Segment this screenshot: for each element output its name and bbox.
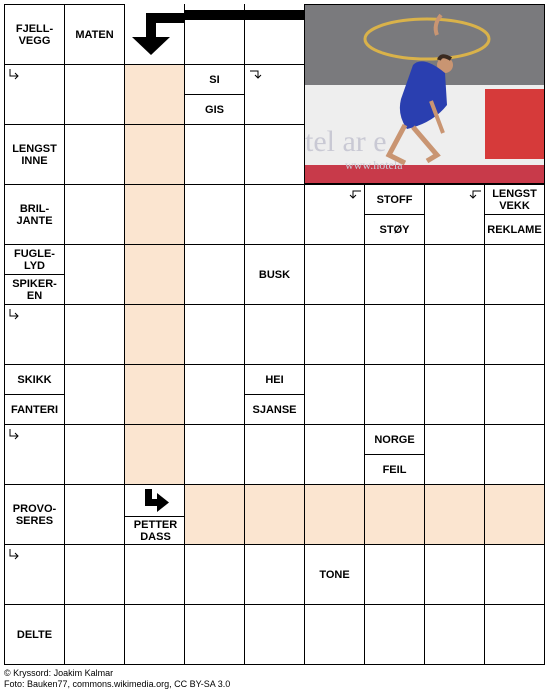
- clue-text: PETTER DASS: [133, 519, 178, 543]
- answer-cell[interactable]: [4, 544, 65, 605]
- answer-cell[interactable]: [64, 184, 125, 245]
- clue-sjanse: [244, 394, 305, 425]
- answer-cell[interactable]: [364, 364, 425, 425]
- clue-text: PROVO- SERES: [12, 502, 57, 527]
- answer-cell[interactable]: [424, 244, 485, 305]
- answer-cell[interactable]: [184, 604, 245, 665]
- clue-text: TONE: [319, 568, 350, 581]
- answer-cell[interactable]: [184, 304, 245, 365]
- answer-cell[interactable]: [484, 604, 545, 665]
- clue-text: STOFF: [376, 193, 413, 206]
- clue-fanteri: [4, 394, 65, 425]
- answer-cell[interactable]: [364, 244, 425, 305]
- clue-skikk: [4, 364, 65, 395]
- answer-cell[interactable]: [244, 184, 305, 245]
- gymnast-photo-image: [305, 5, 545, 184]
- arrow-right-hook-icon: [8, 68, 20, 80]
- answer-cell[interactable]: [304, 364, 365, 425]
- clue-text: SI: [209, 73, 220, 86]
- solution-cell[interactable]: [184, 484, 245, 545]
- arrow-down-hook-icon: [249, 68, 263, 80]
- solution-cell[interactable]: [124, 424, 185, 485]
- clue-text: LENGST INNE: [12, 142, 57, 167]
- answer-cell[interactable]: [4, 424, 65, 485]
- clue-text: FANTERI: [10, 403, 59, 416]
- clue-text: SPIKER- EN: [12, 277, 57, 302]
- solution-cell[interactable]: [244, 484, 305, 545]
- answer-cell[interactable]: [124, 604, 185, 665]
- solution-cell[interactable]: [124, 304, 185, 365]
- clue-busk: [244, 244, 305, 305]
- clue-text: FEIL: [382, 463, 407, 476]
- arrow-right-hook-icon: [8, 308, 20, 320]
- arrow-left-down-hook-icon: [348, 188, 362, 200]
- arrow-bar-icon: [185, 10, 245, 20]
- clue-feil: [364, 454, 425, 485]
- solution-cell[interactable]: [124, 364, 185, 425]
- answer-cell[interactable]: [304, 424, 365, 485]
- solution-cell[interactable]: [124, 124, 185, 185]
- answer-cell[interactable]: [64, 424, 125, 485]
- clue-text: LENGST VEKK: [492, 187, 537, 212]
- clue-lengst-inne: [4, 124, 65, 185]
- answer-cell[interactable]: [304, 304, 365, 365]
- answer-cell[interactable]: [244, 304, 305, 365]
- answer-cell[interactable]: [244, 424, 305, 485]
- answer-cell[interactable]: [304, 184, 365, 245]
- answer-cell[interactable]: [244, 124, 305, 185]
- clue-si: [184, 64, 245, 95]
- clue-text: BUSK: [258, 268, 291, 281]
- solution-cell[interactable]: [124, 244, 185, 305]
- answer-cell[interactable]: [424, 364, 485, 425]
- answer-cell[interactable]: [4, 64, 65, 125]
- arrow-left-down-hook-icon: [468, 188, 482, 200]
- arrow-cell: [124, 4, 185, 65]
- clue-stoff: [364, 184, 425, 215]
- clue-fjellvegg: [4, 4, 65, 65]
- solution-cell[interactable]: [124, 184, 185, 245]
- clue-text: NORGE: [374, 433, 415, 446]
- answer-cell[interactable]: [424, 304, 485, 365]
- answer-cell[interactable]: [184, 4, 245, 65]
- clue-text: GIS: [205, 103, 224, 116]
- answer-cell[interactable]: [64, 304, 125, 365]
- answer-cell[interactable]: [484, 304, 545, 365]
- clue-petter-dass: [125, 516, 186, 545]
- answer-cell[interactable]: [184, 184, 245, 245]
- clue-text: FJELL- VEGG: [15, 22, 54, 47]
- clue-text: FUGLE- LYD: [14, 247, 55, 272]
- clue-maten: [64, 4, 125, 65]
- answer-cell[interactable]: [64, 64, 125, 125]
- answer-cell[interactable]: [484, 244, 545, 305]
- answer-cell[interactable]: [184, 364, 245, 425]
- answer-cell[interactable]: [484, 544, 545, 605]
- clue-spikeren: [4, 274, 65, 305]
- solution-cell[interactable]: [124, 64, 185, 125]
- answer-cell[interactable]: [124, 544, 185, 605]
- solution-cell[interactable]: [484, 484, 545, 545]
- answer-cell[interactable]: [64, 544, 125, 605]
- clue-text: MATEN: [75, 28, 114, 41]
- answer-cell[interactable]: [64, 484, 125, 545]
- arrow-bar-icon: [245, 10, 305, 20]
- clue-text: STØY: [379, 223, 410, 236]
- arrow-down-bold-icon: [124, 3, 185, 64]
- answer-cell[interactable]: [364, 604, 425, 665]
- answer-cell[interactable]: [424, 184, 485, 245]
- solution-cell[interactable]: [304, 484, 365, 545]
- answer-cell[interactable]: [64, 124, 125, 185]
- clue-stoy: [364, 214, 425, 245]
- clue-delte: [4, 604, 65, 665]
- clue-gis: [184, 94, 245, 125]
- answer-cell[interactable]: [64, 244, 125, 305]
- answer-cell[interactable]: [304, 244, 365, 305]
- answer-cell[interactable]: [184, 244, 245, 305]
- clue-petter-dass-cell: [124, 484, 185, 545]
- solution-cell[interactable]: [424, 484, 485, 545]
- clue-fuglelyd: [4, 244, 65, 275]
- arrow-down-right-bold-icon: [135, 487, 175, 517]
- answer-cell[interactable]: [184, 424, 245, 485]
- credit-crossword: © Kryssord: Joakim Kalmar: [4, 668, 114, 678]
- answer-cell[interactable]: [64, 604, 125, 665]
- answer-cell[interactable]: [244, 604, 305, 665]
- clue-text: REKLAME: [487, 223, 542, 236]
- answer-cell[interactable]: [364, 544, 425, 605]
- clue-text: SJANSE: [252, 403, 297, 416]
- answer-cell[interactable]: [484, 364, 545, 425]
- crossword-board: [4, 4, 545, 665]
- arrow-right-hook-icon: [8, 428, 20, 440]
- answer-cell[interactable]: [244, 64, 305, 125]
- clue-text: BRIL- JANTE: [16, 202, 53, 227]
- answer-cell[interactable]: [424, 544, 485, 605]
- credit-photo: Foto: Bauken77, commons.wikimedia.org, CC BY-SA 3.0: [4, 679, 231, 689]
- gymnast-photo: [304, 4, 545, 184]
- answer-cell[interactable]: [244, 544, 305, 605]
- clue-text: DELTE: [16, 628, 53, 641]
- clue-provoseres: [4, 484, 65, 545]
- solution-cell[interactable]: [364, 484, 425, 545]
- answer-cell[interactable]: [424, 604, 485, 665]
- answer-cell[interactable]: [184, 544, 245, 605]
- clue-norge: [364, 424, 425, 455]
- clue-briljante: [4, 184, 65, 245]
- answer-cell[interactable]: [64, 364, 125, 425]
- answer-cell[interactable]: [484, 424, 545, 485]
- clue-text: SKIKK: [17, 373, 52, 386]
- banner-text: tel ar e: [305, 125, 387, 158]
- answer-cell[interactable]: [184, 124, 245, 185]
- clue-tone: [304, 544, 365, 605]
- arrow-right-hook-icon: [8, 548, 20, 560]
- answer-cell[interactable]: [304, 604, 365, 665]
- answer-cell[interactable]: [364, 304, 425, 365]
- clue-reklame: [484, 214, 545, 245]
- answer-cell[interactable]: [4, 304, 65, 365]
- clue-lengst-vekk: [484, 184, 545, 215]
- answer-cell[interactable]: [424, 424, 485, 485]
- clue-hei: [244, 364, 305, 395]
- answer-cell[interactable]: [244, 4, 305, 65]
- clue-text: HEI: [265, 373, 284, 386]
- banner-text-small: www.hotela: [345, 158, 403, 172]
